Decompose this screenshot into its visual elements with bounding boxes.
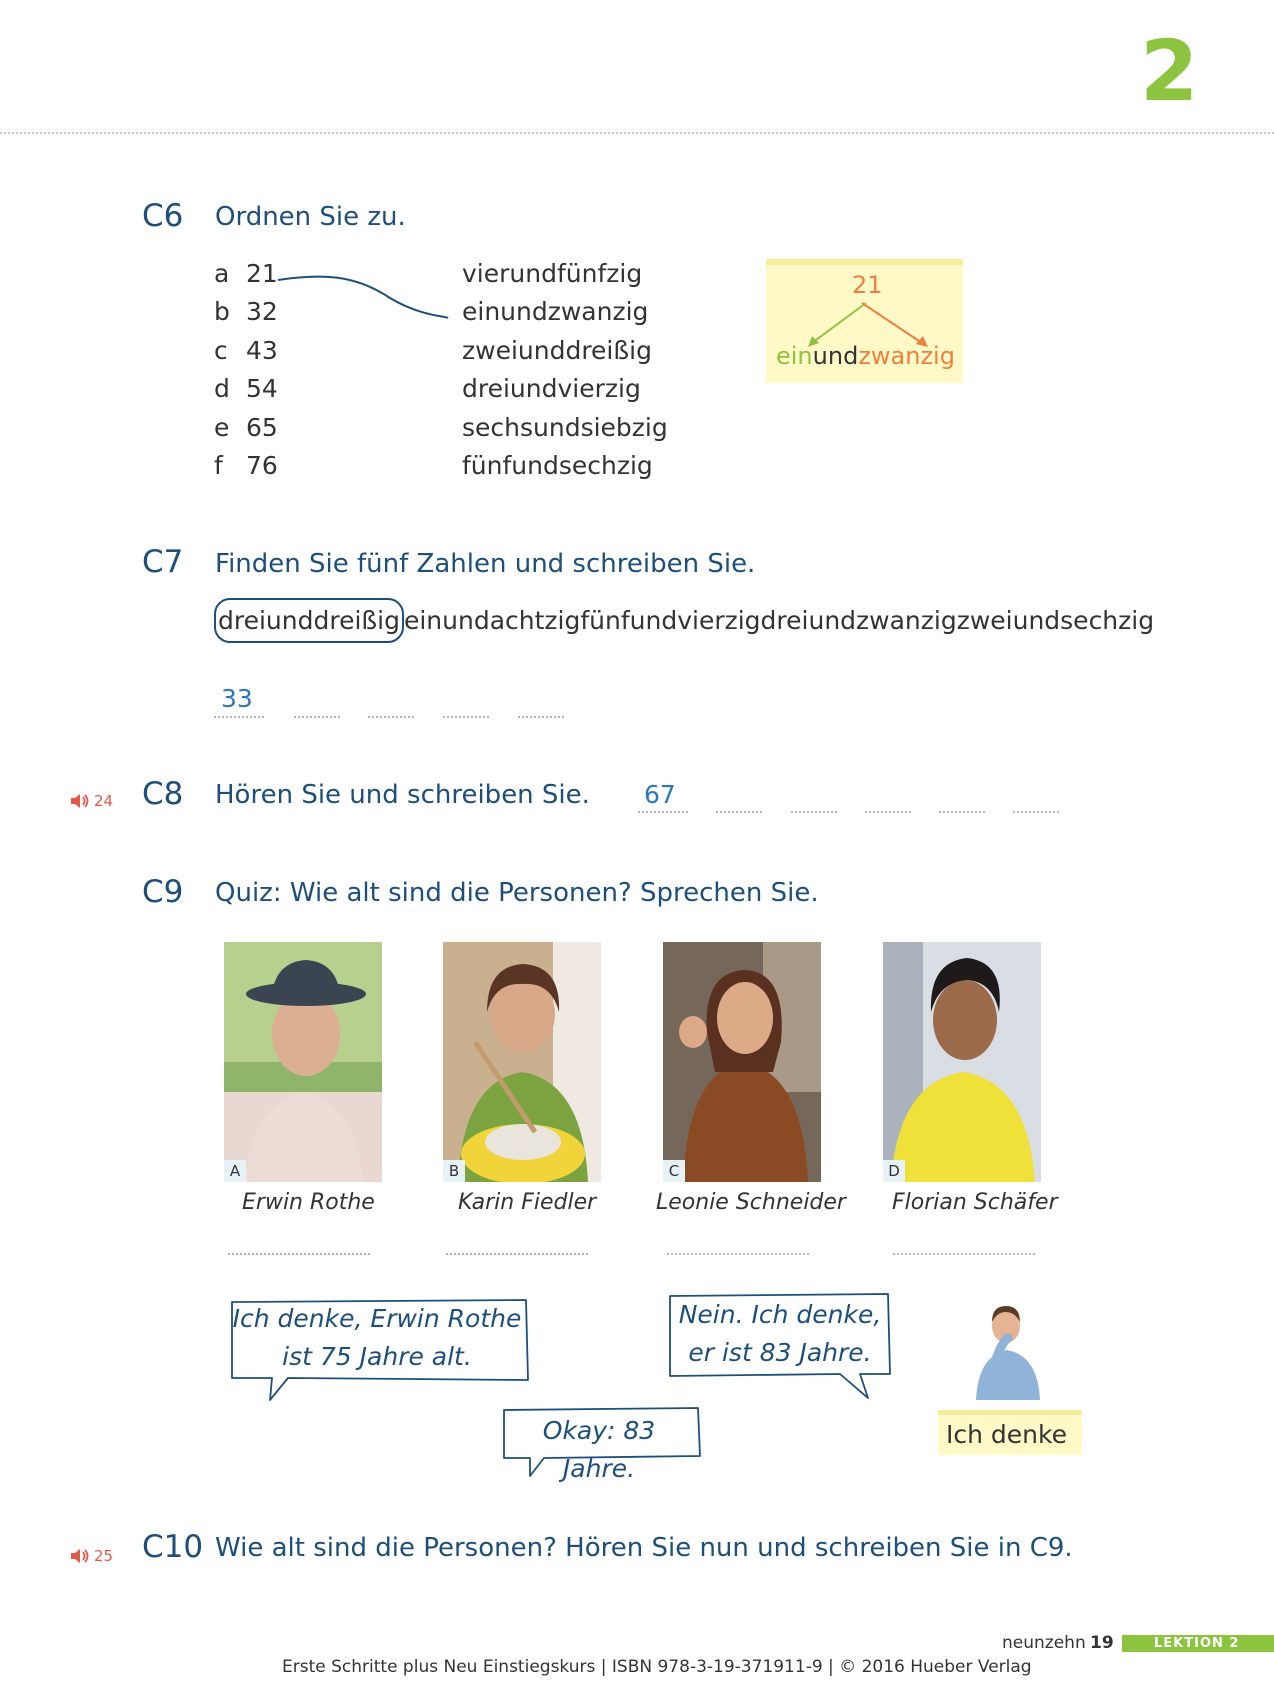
photo-leonie-schneider [663,942,821,1182]
c6-row-letter: e [214,413,230,442]
exercise-c7-title: Finden Sie fünf Zahlen und schreiben Sie. [215,549,756,579]
c6-row-word: dreiundvierzig [462,374,641,403]
photo-tag: D [883,1160,905,1182]
speech-bubble-2 [670,1296,890,1372]
hint-part-zwanzig: zwanzig [858,342,955,370]
c6-example-connector-line [270,268,460,324]
c10-audio-marker[interactable] [70,1547,113,1565]
lesson-label: LEKTION 2 [1122,1635,1274,1652]
c8-answer-blank[interactable] [865,811,911,813]
header-divider [0,132,1274,134]
exercise-c9-number: C9 [142,874,184,910]
exercise-c9-title: Quiz: Wie alt sind die Personen? Sprechen Sie. [215,878,819,908]
c6-row-letter: f [214,451,223,480]
photo-tag: A [224,1160,246,1182]
bubble-1-line-1: Ich denke, Erwin Rothe [232,1304,522,1333]
c7-answer-blank[interactable] [214,716,264,718]
page-number: 19 [1090,1633,1114,1653]
person-name: Leonie Schneider [656,1190,846,1215]
c6-row-word: zweiunddreißig [462,336,652,365]
person-name: Florian Schäfer [892,1190,1058,1215]
exercise-c10-number: C10 [142,1529,204,1565]
bubble-1-line-2: ist 75 Jahre alt. [282,1342,472,1371]
person-name: Erwin Rothe [242,1190,375,1215]
c6-row-letter: d [214,374,230,403]
age-answer-blank[interactable] [228,1253,370,1255]
age-answer-blank[interactable] [667,1253,809,1255]
c7-circled-word: dreiunddreißig [214,598,404,643]
exercise-c10-title: Wie alt sind die Personen? Hören Sie nun und schreiben Sie in C9. [215,1533,1073,1563]
c7-letter-chain [214,606,1154,635]
c8-answer-blank[interactable] [716,811,762,813]
photo-a-illustration [224,942,382,1182]
photo-tag: C [663,1160,685,1182]
c7-answer-blank[interactable] [294,716,340,718]
c6-row-number: 43 [246,336,278,365]
c7-example-answer: 33 [221,684,253,713]
c7-answer-blank[interactable] [443,716,489,718]
exercise-c6-title: Ordnen Sie zu. [215,202,406,232]
age-answer-blank[interactable] [446,1253,588,1255]
age-answer-blank[interactable] [893,1253,1035,1255]
exercise-c6-number: C6 [142,198,184,234]
hint-number: 21 [852,271,883,299]
c6-row-word: einundzwanzig [462,297,649,326]
c8-track-number: 24 [94,792,114,810]
c8-answer-blank[interactable] [791,811,837,813]
c6-row-number: 65 [246,413,278,442]
photo-florian-schaefer [883,942,1041,1182]
hint-part-ein: ein [776,342,813,370]
c6-row-number: 32 [246,297,278,326]
speech-bubble-1 [232,1300,522,1376]
c8-answer-blank[interactable] [1013,811,1059,813]
c6-row-word: sechsundsiebzig [462,413,668,442]
photo-c-illustration [663,942,821,1182]
photo-erwin-rothe [224,942,382,1182]
c6-hint-box [766,259,963,383]
c6-row-letter: b [214,297,230,326]
c6-row-number: 21 [246,259,278,288]
exercise-c7-number: C7 [142,544,184,580]
c10-track-number: 25 [94,1547,114,1565]
photo-karin-fiedler [443,942,601,1182]
chapter-number: 2 [1140,22,1199,120]
photo-b-illustration [443,942,601,1182]
c6-row-word: vierundfünfzig [462,259,643,288]
c8-audio-marker[interactable] [70,792,113,810]
c7-answer-blank[interactable] [518,716,564,718]
c6-row-number: 76 [246,451,278,480]
c8-answer-blank[interactable] [939,811,985,813]
speaker-icon [70,1548,90,1564]
exercise-c8-title: Hören Sie und schreiben Sie. [215,780,590,810]
photo-d-illustration [883,942,1041,1182]
speech-bubble-3: Okay: 83 Jahre. [542,1416,656,1483]
c6-row-letter: c [214,336,228,365]
c7-remaining-letters: einundachtzigfünfundvierzigdreiundzwanzigzweiundsechzig [403,606,1155,635]
page-word: neunzehn [1002,1633,1086,1653]
exercise-c8-number: C8 [142,776,184,812]
bubble-2-line-1: Nein. Ich denke, [678,1300,882,1329]
c6-row-number: 54 [246,374,278,403]
ich-denke-info-box: Ich denke [938,1410,1082,1455]
bubble-2-line-2: er ist 83 Jahre. [688,1338,872,1367]
speaker-icon [70,793,90,809]
thinking-man-illustration [970,1296,1044,1400]
person-name: Karin Fiedler [458,1190,597,1215]
c6-row-word: fünfundsechzig [462,451,653,480]
c8-answer-blank[interactable] [638,811,688,813]
hint-part-und: und [812,342,859,370]
c6-row-letter: a [214,259,230,288]
photo-tag: B [443,1160,465,1182]
hint-word [776,342,955,370]
c7-answer-blank[interactable] [368,716,414,718]
copyright-line: Erste Schritte plus Neu Einstiegskurs | ISBN 978-3-19-371911-9 | © 2016 Hueber Verlag [282,1657,1032,1677]
c8-example-answer: 67 [644,780,676,809]
